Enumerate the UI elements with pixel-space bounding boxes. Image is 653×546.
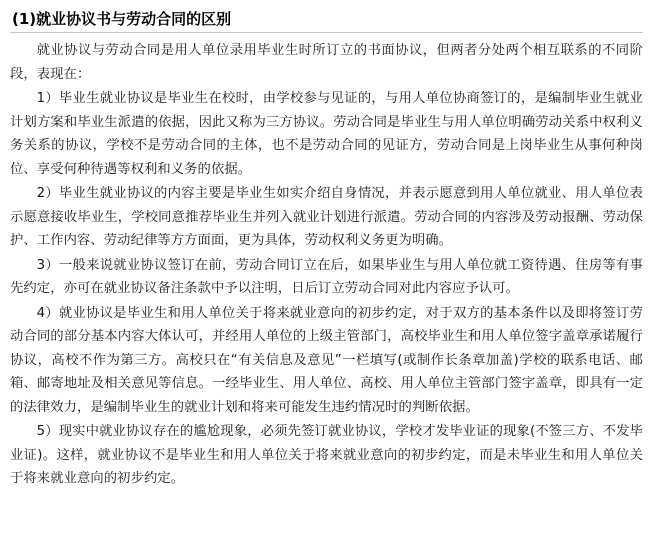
title-divider [10, 32, 643, 33]
paragraph-item-3: 3）一般来说就业协议签订在前，劳动合同订立在后，如果毕业生与用人单位就工资待遇、住房等有事先约定，亦可在就业协议备注条款中予以注明，日后订立劳动合同对此内容应予认可。 [10, 257, 643, 296]
paragraph-item-2: 2）毕业生就业协议的内容主要是毕业生如实介绍自身情况，并表示愿意到用人单位就业、用人单位表示愿意接收毕业生，学校同意推荐毕业生并列入就业计划进行派遣。劳动合同的内容涉及劳动报酬、劳动保护、工作内容、劳动纪律等方方面面，更为具体，劳动权利义务更为明确。 [10, 186, 643, 248]
paragraph-item-1: 1）毕业生就业协议是毕业生在校时，由学校参与见证的，与用人单位协商签订的，是编制毕业生就业计划方案和毕业生派遣的依据，因此又称为三方协议。劳动合同是毕业生与用人单位明确劳动关系中权利义务关系的协议，学校不是劳动合同的主体，也不是劳动合同的见证方，劳动合同是上岗毕业生从事何种岗位、享受何种待遇等权利和义务的依据。 [10, 91, 643, 177]
paragraph-item-4: 4）就业协议是毕业生和用人单位关于将来就业意向的初步约定，对于双方的基本条件以及即将签订劳动合同的部分基本内容大体认可，并经用人单位的上级主管部门，高校毕业生和用人单位签字盖章承诺履行协议，高校不作为第三方。高校只在“有关信息及意见”一栏填写(或制作长条章加盖)学校的联系电话、邮箱、邮寄地址及相关意见等信息。一经毕业生、用人单位、高校、用人单位主管部门签字盖章，即具有一定的法律效力，是编制毕业生的就业计划和将来可能发生违约情况时的判断依据。 [10, 305, 643, 415]
paragraph-item-5: 5）现实中就业协议存在的尴尬现象，必须先签订就业协议，学校才发毕业证的现象(不签三方、不发毕业证)。这样，就业协议不是毕业生和用人单位关于将来就业意向的初步约定，而是未毕业生和用人单位关于将来就业意向的初步约定。 [10, 424, 643, 486]
paragraph-intro: 就业协议与劳动合同是用人单位录用毕业生时所订立的书面协议，但两者分处两个相互联系的不同阶段，表现在： [10, 43, 643, 82]
page-title: (1)就业协议书与劳动合同的区别 [12, 10, 232, 28]
